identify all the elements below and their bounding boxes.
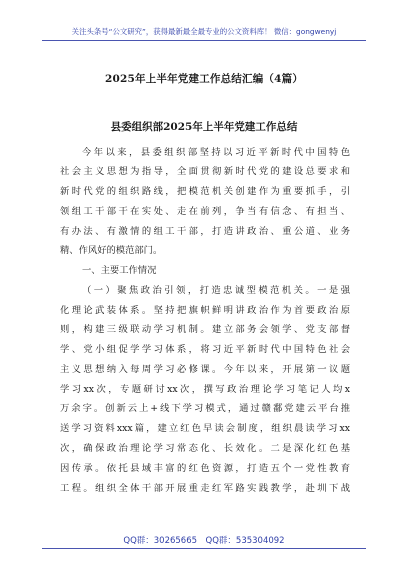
body-line: （一）聚焦政治引领，打造忠诚型模范机关。一是强 [82,285,350,296]
document-title: 2025年上半年党建工作总结汇编（4篇） [104,73,304,85]
body-line: 工程。组织全体干部开展重走红军路实践教学，赴圳下战 [60,483,350,494]
body-line: 社会主义思想为指导，全面贯彻新时代党的建设总要求和 [60,166,350,177]
body-line: 精、作风好的模范部门。 [60,245,163,256]
body-line: 送学习资料xxx篇，建立红色早读会制度，组织晨读学习xx [60,423,350,434]
body-line: 次，确保政治理论学习常态化、长效化。二是深化红色基 [60,443,350,454]
body-line: 有办法、有激情的组工干部，打造讲政治、重公道、业务 [60,226,350,237]
body-line: 领组工干部干在实处、走在前列，争当有信念、有担当、 [60,206,350,217]
section-title: 县委组织部2025年上半年党建工作总结 [110,121,298,133]
body-line: 学、党小组促学学习体系，将习近平新时代中国特色社会 [60,344,350,355]
body-line: 主义思想纳入每周学习必修课。今年以来，开展第一议题 [60,364,350,375]
body-line: 万余字。创新云上+线下学习模式，通过赣鄱党建云平台推 [60,403,350,414]
body-line: 今年以来，县委组织部坚持以习近平新时代中国特色 [82,147,350,158]
footer-divider [42,548,366,549]
body-line: 学习xx次，专题研讨xx次，撰写政治理论学习笔记人均x [60,384,350,395]
body-line: 新时代党的组织路线，把模范机关创建作为重要抓手，引 [60,186,350,197]
body-line: 则，构建三级联动学习机制。建立部务会领学、党支部督 [60,324,350,335]
section-heading: 一、主要工作情况 [82,265,157,276]
header-divider [42,40,366,41]
body-line: 因传承。依托县域丰富的红色资源，打造五个一党性教育 [60,463,350,474]
header-banner: 关注头条号“公文研究”，获得最新最全最专业的公文资料库！ 微信：gongwenyj [71,27,337,36]
body-line: 化理论武装体系。坚持把旗帜鲜明讲政治作为首要政治原 [60,305,350,316]
footer-contact: QQ群：30265665 QQ群：535304092 [123,536,285,546]
